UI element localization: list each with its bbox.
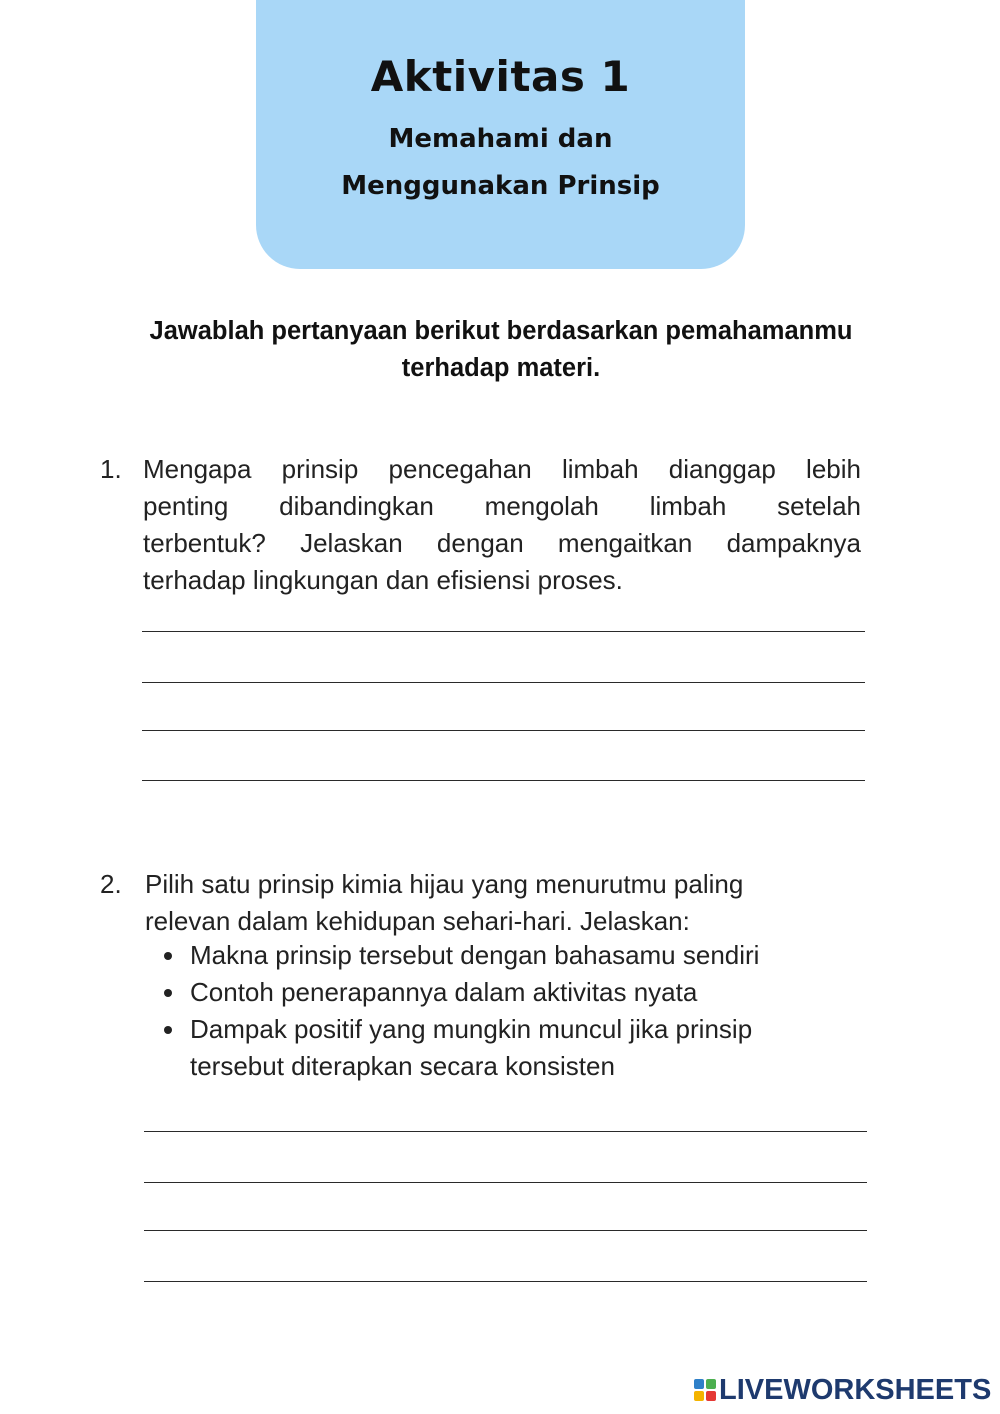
liveworksheets-logo — [694, 1375, 991, 1405]
question-2-line: relevan dalam kehidupan sehari-hari. Jelaskan: — [145, 906, 690, 936]
answer-line-q2-1[interactable] — [144, 1131, 867, 1132]
question-1-line: penting dibandingkan mengolah limbah setelah — [143, 491, 861, 521]
bullet-dot-icon — [164, 952, 172, 960]
question-1-text — [143, 451, 861, 599]
answer-line-q1-1[interactable] — [142, 631, 865, 632]
bullet-item — [160, 974, 880, 1011]
answer-line-q1-4[interactable] — [142, 780, 865, 781]
logo-square — [694, 1379, 704, 1389]
answer-line-q1-3[interactable] — [142, 730, 865, 731]
activity-subtitle-line2: Menggunakan Prinsip — [341, 171, 660, 201]
question-2-line: Pilih satu prinsip kimia hijau yang menurutmu paling — [145, 869, 744, 899]
bullet-item — [160, 1011, 880, 1085]
logo-square — [706, 1391, 716, 1401]
question-2-number: 2. — [100, 869, 122, 899]
bullet-dot-icon — [164, 1026, 172, 1034]
question-1-line: terbentuk? Jelaskan dengan mengaitkan dampaknya — [143, 528, 861, 558]
instruction-line2: terhadap materi. — [401, 354, 601, 382]
activity-title: Aktivitas 1 — [370, 52, 631, 101]
question-1-number: 1. — [100, 454, 122, 484]
logo-square — [694, 1391, 704, 1401]
bullet-text: Makna prinsip tersebut dengan bahasamu sendiri — [190, 940, 760, 970]
answer-line-q2-2[interactable] — [144, 1182, 867, 1183]
bullet-item — [160, 937, 880, 974]
activity-header — [256, 0, 745, 269]
instruction-line1: Jawablah pertanyaan berikut berdasarkan pemahamanmu — [149, 317, 853, 345]
answer-line-q1-2[interactable] — [142, 682, 865, 683]
answer-line-q2-3[interactable] — [144, 1230, 867, 1231]
liveworksheets-logo-icon — [694, 1379, 716, 1401]
instruction — [100, 313, 902, 387]
bullet-text: tersebut diterapkan secara konsisten — [190, 1051, 615, 1081]
question-1-line: terhadap lingkungan dan efisiensi proses. — [143, 565, 623, 595]
question-1-line: Mengapa prinsip pencegahan limbah dianggap lebih — [143, 454, 861, 484]
bullet-text: Contoh penerapannya dalam aktivitas nyata — [190, 977, 698, 1007]
activity-subtitle-line1: Memahami dan — [388, 124, 613, 154]
question-2-text — [145, 866, 875, 940]
question-2-bullet-list — [160, 937, 880, 1085]
bullet-text: Dampak positif yang mungkin muncul jika prinsip — [190, 1014, 753, 1044]
answer-line-q2-4[interactable] — [144, 1281, 867, 1282]
logo-text: LIVEWORKSHEETS — [719, 1373, 992, 1406]
bullet-dot-icon — [164, 989, 172, 997]
logo-square — [706, 1379, 716, 1389]
